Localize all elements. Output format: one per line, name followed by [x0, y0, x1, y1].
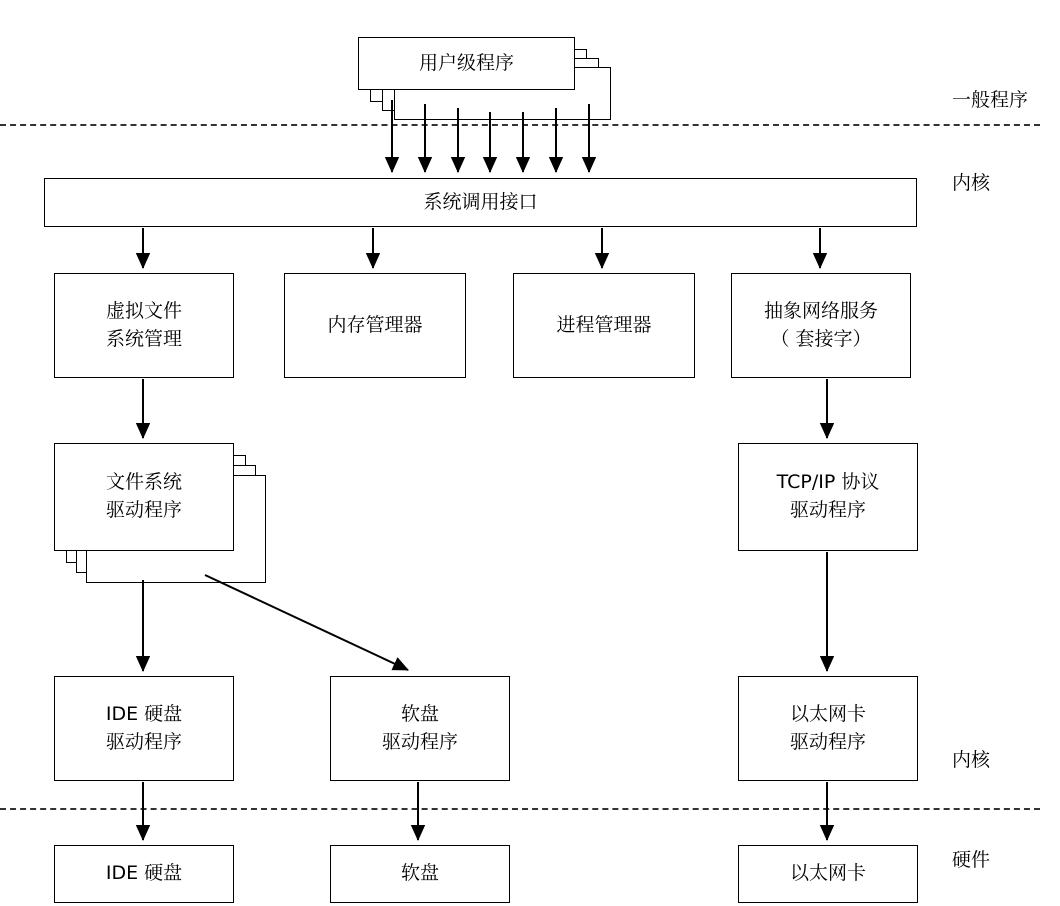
box-floppy-disk-line: 软盘: [400, 862, 439, 885]
box-user-programs: [358, 37, 575, 90]
box-abstract-network-service-line: （ 套接字）: [770, 327, 872, 350]
box-ide-disk-driver-line: 驱动程序: [105, 730, 182, 753]
box-ide-disk: [54, 845, 234, 903]
box-memory-manager: [284, 273, 466, 378]
layer-label-general-programs: 一般程序: [952, 89, 1029, 111]
box-ethernet-card-driver-line: 以太网卡: [789, 702, 866, 725]
layer-label-kernel-bottom: 内核: [952, 749, 991, 771]
box-filesystem-driver-line: 驱动程序: [105, 499, 182, 521]
box-ethernet-card-line: 以太网卡: [789, 862, 866, 885]
box-filesystem-driver: [54, 443, 234, 551]
box-user-programs-line: 用户级程序: [418, 51, 514, 74]
layer-label-hardware: 硬件: [952, 849, 991, 871]
box-process-manager: [513, 273, 695, 378]
box-syscall-interface: [44, 178, 917, 227]
kernel-hardware-divider: [0, 808, 1040, 810]
box-floppy-disk: [330, 845, 510, 903]
box-memory-manager-line: 内存管理器: [327, 313, 423, 336]
box-abstract-network-service-line: 抽象网络服务: [763, 299, 878, 322]
box-ethernet-card-driver-line: 驱动程序: [789, 730, 866, 753]
box-floppy-driver-line: 驱动程序: [381, 730, 458, 753]
box-floppy-driver-line: 软盘: [400, 702, 439, 725]
box-vfs-management: [54, 273, 234, 378]
box-ethernet-card: [738, 845, 918, 903]
box-tcpip-driver: [738, 443, 918, 551]
box-vfs-management-line: 系统管理: [105, 327, 182, 350]
box-filesystem-driver-line: 文件系统: [105, 471, 182, 494]
layer-label-kernel-top: 内核: [952, 172, 991, 194]
box-ide-disk-driver-line: IDE 硬盘: [105, 702, 183, 725]
box-ide-disk-driver: [54, 676, 234, 781]
box-ethernet-card-driver: [738, 676, 918, 781]
box-syscall-interface-line: 系统调用接口: [423, 190, 538, 213]
box-floppy-driver: [330, 676, 510, 781]
user-kernel-divider: [0, 124, 1040, 126]
box-tcpip-driver-line: TCP/IP 协议: [776, 471, 880, 494]
box-abstract-network-service: [731, 273, 911, 378]
box-tcpip-driver-line: 驱动程序: [789, 499, 866, 521]
box-vfs-management-line: 虚拟文件: [105, 299, 182, 322]
box-process-manager-line: 进程管理器: [556, 313, 652, 336]
box-ide-disk-line: IDE 硬盘: [105, 862, 183, 885]
